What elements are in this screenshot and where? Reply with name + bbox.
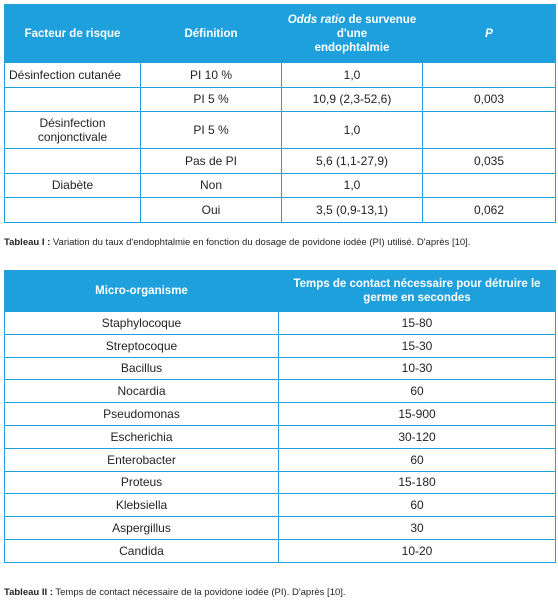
cell-definition: Non [141, 173, 282, 198]
cell-p: 0,003 [423, 87, 556, 112]
cell-organism: Staphylocoque [5, 312, 279, 335]
table-row [5, 312, 556, 335]
table1-caption-text: Variation du taux d'endophtalmie en fonction du dosage de povidone iodée (PI) utilisé. D'après [10]. [50, 237, 471, 248]
header-factor: Facteur de risque [5, 5, 141, 63]
cell-p [423, 173, 556, 198]
cell-definition: Pas de PI [141, 149, 282, 174]
table-row [5, 448, 556, 471]
cell-odds: 3,5 (0,9-13,1) [282, 198, 423, 223]
header-p: P [423, 5, 556, 63]
contact-time-table [4, 270, 556, 563]
table1-caption [4, 237, 470, 249]
header-odds-ratio [282, 5, 423, 63]
cell-odds: 1,0 [282, 63, 423, 88]
cell-contact-time: 60 [279, 448, 556, 471]
table2-caption-text: Temps de contact nécessaire de la povidone iodée (PI). D'après [10]. [52, 587, 346, 598]
table-row [5, 380, 556, 403]
cell-contact-time: 60 [279, 494, 556, 517]
header-contact-time: Temps de contact nécessaire pour détruire le germe en secondes [279, 271, 556, 312]
cell-p [423, 112, 556, 149]
table-row [5, 334, 556, 357]
cell-organism: Enterobacter [5, 448, 279, 471]
table2-caption-label: Tableau II : [4, 587, 53, 598]
cell-organism: Candida [5, 539, 279, 562]
header-organism: Micro-organisme [5, 271, 279, 312]
cell-p [423, 63, 556, 88]
table-row [5, 87, 556, 112]
cell-contact-time: 30 [279, 517, 556, 540]
table-row [5, 494, 556, 517]
cell-definition: PI 5 % [141, 112, 282, 149]
cell-odds: 1,0 [282, 173, 423, 198]
cell-contact-time: 15-900 [279, 403, 556, 426]
header-odds-rest-1: de survenue d'une [336, 13, 417, 40]
cell-organism: Aspergillus [5, 517, 279, 540]
table-row [5, 357, 556, 380]
table-row [5, 63, 556, 88]
cell-contact-time: 15-30 [279, 334, 556, 357]
cell-contact-time: 30-120 [279, 425, 556, 448]
table-row [5, 149, 556, 174]
table-row [5, 425, 556, 448]
cell-odds: 5,6 (1,1-27,9) [282, 149, 423, 174]
cell-definition: PI 10 % [141, 63, 282, 88]
cell-organism: Nocardia [5, 380, 279, 403]
cell-factor: Diabète [5, 173, 141, 198]
cell-contact-time: 15-180 [279, 471, 556, 494]
cell-organism: Escherichia [5, 425, 279, 448]
table-row [5, 471, 556, 494]
cell-organism: Proteus [5, 471, 279, 494]
cell-organism: Bacillus [5, 357, 279, 380]
header-odds-rest-2: endophtalmie [314, 41, 390, 54]
cell-odds: 10,9 (2,3-52,6) [282, 87, 423, 112]
table-row [5, 173, 556, 198]
table2-caption [4, 587, 346, 599]
cell-organism: Klebsiella [5, 494, 279, 517]
cell-organism: Pseudomonas [5, 403, 279, 426]
cell-definition: Oui [141, 198, 282, 223]
table1-caption-label: Tableau I : [4, 237, 51, 248]
cell-factor: Désinfection cutanée [5, 63, 141, 88]
table-header-row [5, 5, 556, 63]
cell-factor [5, 198, 141, 223]
cell-contact-time: 15-80 [279, 312, 556, 335]
table-row [5, 198, 556, 223]
cell-contact-time: 10-30 [279, 357, 556, 380]
table-row [5, 539, 556, 562]
header-definition: Définition [141, 5, 282, 63]
cell-odds: 1,0 [282, 112, 423, 149]
cell-p: 0,035 [423, 149, 556, 174]
table-row [5, 112, 556, 149]
table-row [5, 517, 556, 540]
cell-organism: Streptocoque [5, 334, 279, 357]
cell-factor: Désinfection conjonctivale [5, 112, 141, 149]
cell-contact-time: 60 [279, 380, 556, 403]
table-header-row [5, 271, 556, 312]
cell-definition: PI 5 % [141, 87, 282, 112]
risk-factor-table [4, 4, 556, 223]
cell-factor [5, 149, 141, 174]
table-row [5, 403, 556, 426]
cell-contact-time: 10-20 [279, 539, 556, 562]
cell-factor [5, 87, 141, 112]
cell-p: 0,062 [423, 198, 556, 223]
header-odds-italic: Odds ratio [287, 13, 346, 26]
